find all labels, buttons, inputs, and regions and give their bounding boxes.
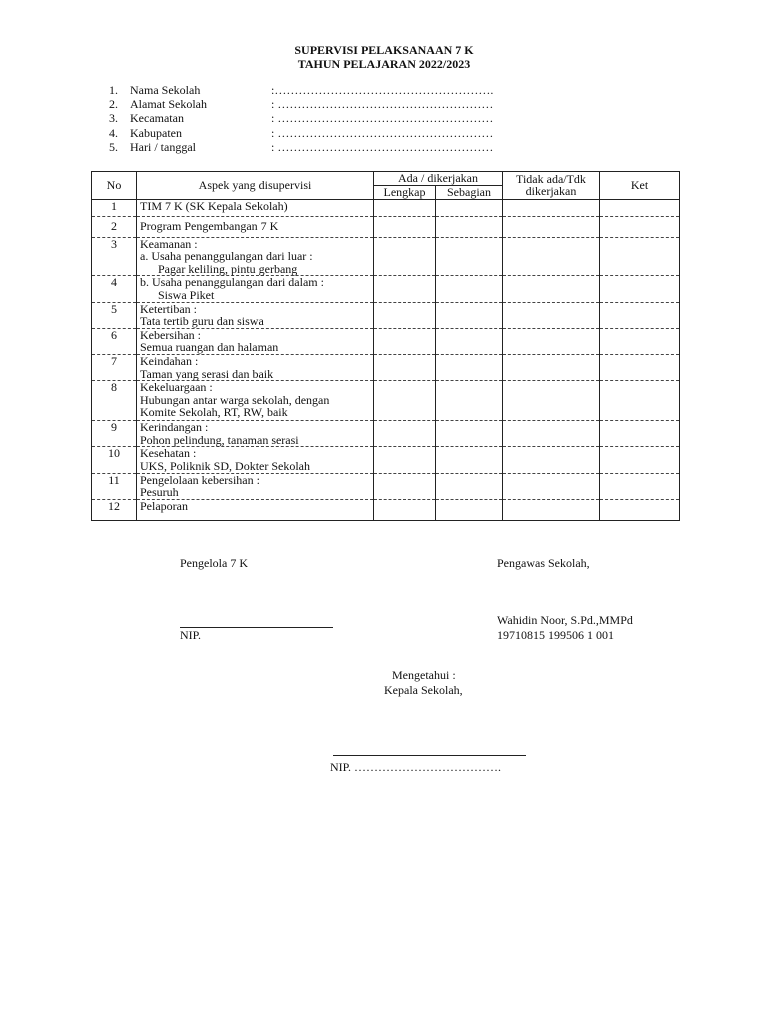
document-title: SUPERVISI PELAKSANAAN 7 K bbox=[294, 43, 474, 57]
row-aspect bbox=[137, 237, 374, 276]
row-number: 3 bbox=[92, 237, 137, 276]
aspect-line: Kesehatan : bbox=[140, 446, 197, 461]
cell-ket bbox=[600, 302, 680, 328]
aspect-line: Kebersihan : bbox=[140, 327, 201, 342]
table-row bbox=[92, 354, 680, 380]
cell-lengkap bbox=[374, 447, 436, 473]
cell-lengkap bbox=[374, 216, 436, 237]
info-value-district: : ……………………………………………… bbox=[271, 111, 494, 125]
cell-sebagian bbox=[436, 276, 503, 302]
info-number: 1. bbox=[109, 83, 118, 97]
row-number: 5 bbox=[92, 302, 137, 328]
aspect-line: Tata tertib guru dan siswa bbox=[140, 314, 264, 329]
cell-lengkap bbox=[374, 499, 436, 520]
table-row bbox=[92, 499, 680, 520]
cell-ket bbox=[600, 199, 680, 216]
header-aspect: Aspek yang disupervisi bbox=[137, 172, 374, 200]
principal-title: Kepala Sekolah, bbox=[384, 683, 463, 697]
info-label-district: Kecamatan bbox=[130, 111, 184, 125]
info-label-date: Hari / tanggal bbox=[130, 140, 196, 154]
row-aspect bbox=[137, 354, 374, 380]
cell-ket bbox=[600, 216, 680, 237]
aspect-line: Siswa Piket bbox=[158, 287, 215, 302]
aspect-line: Keamanan : bbox=[140, 236, 198, 251]
row-aspect bbox=[137, 302, 374, 328]
cell-sebagian bbox=[436, 216, 503, 237]
cell-tidak bbox=[503, 381, 600, 421]
cell-ket bbox=[600, 354, 680, 380]
table-row bbox=[92, 216, 680, 237]
table-row bbox=[92, 381, 680, 421]
center-nip: NIP. ………………………………. bbox=[330, 760, 502, 774]
cell-ket bbox=[600, 473, 680, 499]
cell-tidak bbox=[503, 421, 600, 447]
row-number: 12 bbox=[92, 499, 137, 520]
left-signatory-title: Pengelola 7 K bbox=[180, 556, 248, 570]
aspect-line: Program Pengembangan 7 K bbox=[140, 219, 279, 234]
table-row bbox=[92, 473, 680, 499]
table-row bbox=[92, 302, 680, 328]
cell-lengkap bbox=[374, 473, 436, 499]
table-row bbox=[92, 276, 680, 302]
row-number: 4 bbox=[92, 276, 137, 302]
cell-tidak bbox=[503, 216, 600, 237]
aspect-line: b. Usaha penanggulangan dari dalam : bbox=[140, 275, 324, 290]
cell-tidak bbox=[503, 199, 600, 216]
acknowledged-label: Mengetahui : bbox=[392, 668, 456, 682]
info-label-school-name: Nama Sekolah bbox=[130, 83, 201, 97]
cell-lengkap bbox=[374, 354, 436, 380]
header-sebagian: Sebagian bbox=[436, 186, 503, 200]
row-aspect bbox=[137, 473, 374, 499]
header-tidak bbox=[503, 172, 600, 200]
aspect-line: Kerindangan : bbox=[140, 420, 209, 435]
cell-lengkap bbox=[374, 276, 436, 302]
row-number: 6 bbox=[92, 328, 137, 354]
cell-sebagian bbox=[436, 447, 503, 473]
cell-lengkap bbox=[374, 421, 436, 447]
cell-tidak bbox=[503, 447, 600, 473]
aspect-line: UKS, Poliknik SD, Dokter Sekolah bbox=[140, 458, 311, 473]
aspect-line: Pesuruh bbox=[140, 485, 179, 500]
cell-ket bbox=[600, 499, 680, 520]
cell-sebagian bbox=[436, 473, 503, 499]
cell-ket bbox=[600, 328, 680, 354]
info-label-school-address: Alamat Sekolah bbox=[130, 97, 207, 111]
row-number: 11 bbox=[92, 473, 137, 499]
row-aspect bbox=[137, 328, 374, 354]
row-aspect bbox=[137, 216, 374, 237]
aspect-line: Hubungan antar warga sekolah, dengan bbox=[140, 392, 330, 407]
cell-ket bbox=[600, 447, 680, 473]
document-subtitle: TAHUN PELAJARAN 2022/2023 bbox=[297, 57, 471, 71]
cell-tidak bbox=[503, 499, 600, 520]
table-row bbox=[92, 237, 680, 276]
header-no: No bbox=[92, 172, 137, 200]
row-aspect bbox=[137, 381, 374, 421]
cell-sebagian bbox=[436, 354, 503, 380]
header-tidak-line1: Tidak ada/Tdk bbox=[516, 171, 586, 186]
aspect-line: Pagar keliling, pintu gerbang bbox=[158, 261, 298, 276]
cell-lengkap bbox=[374, 302, 436, 328]
aspect-line: TIM 7 K (SK Kepala Sekolah) bbox=[140, 198, 288, 213]
aspect-line: Keindahan : bbox=[140, 353, 199, 368]
row-aspect bbox=[137, 199, 374, 216]
cell-ket bbox=[600, 276, 680, 302]
info-number: 3. bbox=[109, 111, 118, 125]
cell-sebagian bbox=[436, 237, 503, 276]
row-number: 10 bbox=[92, 447, 137, 473]
cell-tidak bbox=[503, 354, 600, 380]
row-aspect bbox=[137, 499, 374, 520]
info-number: 5. bbox=[109, 140, 118, 154]
center-signature-line bbox=[333, 755, 526, 756]
cell-ket bbox=[600, 421, 680, 447]
cell-sebagian bbox=[436, 499, 503, 520]
header-ada: Ada / dikerjakan bbox=[374, 172, 503, 186]
row-number: 7 bbox=[92, 354, 137, 380]
cell-sebagian bbox=[436, 302, 503, 328]
row-number: 9 bbox=[92, 421, 137, 447]
cell-sebagian bbox=[436, 421, 503, 447]
info-number: 2. bbox=[109, 97, 118, 111]
left-signature-line bbox=[180, 627, 333, 628]
info-value-date: : ……………………………………………… bbox=[271, 140, 494, 154]
table-row bbox=[92, 421, 680, 447]
right-signatory-name: Wahidin Noor, S.Pd.,MMPd bbox=[497, 613, 633, 627]
cell-ket bbox=[600, 381, 680, 421]
cell-tidak bbox=[503, 302, 600, 328]
info-number: 4. bbox=[109, 126, 118, 140]
cell-tidak bbox=[503, 328, 600, 354]
aspect-line: Taman yang serasi dan baik bbox=[140, 366, 274, 381]
cell-lengkap bbox=[374, 328, 436, 354]
aspect-line: Pelaporan bbox=[140, 498, 188, 513]
cell-lengkap bbox=[374, 199, 436, 216]
right-nip: 19710815 199506 1 001 bbox=[497, 628, 614, 642]
cell-tidak bbox=[503, 237, 600, 276]
aspect-line: a. Usaha penanggulangan dari luar : bbox=[140, 249, 313, 264]
cell-tidak bbox=[503, 276, 600, 302]
cell-ket bbox=[600, 237, 680, 276]
aspect-line: Pengelolaan kebersihan : bbox=[140, 472, 260, 487]
row-aspect bbox=[137, 276, 374, 302]
header-lengkap: Lengkap bbox=[374, 186, 436, 200]
left-nip: NIP. bbox=[180, 628, 202, 642]
cell-lengkap bbox=[374, 381, 436, 421]
row-number: 2 bbox=[92, 216, 137, 237]
cell-lengkap bbox=[374, 237, 436, 276]
supervision-table bbox=[91, 171, 680, 521]
aspect-line: Komite Sekolah, RT, RW, baik bbox=[140, 405, 288, 420]
info-label-regency: Kabupaten bbox=[130, 126, 182, 140]
row-aspect bbox=[137, 421, 374, 447]
cell-tidak bbox=[503, 473, 600, 499]
table-row bbox=[92, 447, 680, 473]
row-number: 8 bbox=[92, 381, 137, 421]
aspect-line: Ketertiban : bbox=[140, 301, 197, 316]
cell-sebagian bbox=[436, 381, 503, 421]
cell-sebagian bbox=[436, 199, 503, 216]
table-row bbox=[92, 199, 680, 216]
info-value-school-name: :………………………………………………. bbox=[271, 83, 494, 97]
info-value-school-address: : ……………………………………………… bbox=[271, 97, 494, 111]
row-aspect bbox=[137, 447, 374, 473]
aspect-line: Pohon pelindung, tanaman serasi bbox=[140, 432, 299, 447]
aspect-line: Semua ruangan dan halaman bbox=[140, 340, 279, 355]
info-value-regency: : ……………………………………………… bbox=[271, 126, 494, 140]
aspect-line: Kekeluargaan : bbox=[140, 380, 213, 395]
table-row bbox=[92, 328, 680, 354]
cell-sebagian bbox=[436, 328, 503, 354]
header-ket: Ket bbox=[600, 172, 680, 200]
header-tidak-line2: dikerjakan bbox=[525, 184, 577, 199]
right-signatory-title: Pengawas Sekolah, bbox=[497, 556, 590, 570]
row-number: 1 bbox=[92, 199, 137, 216]
